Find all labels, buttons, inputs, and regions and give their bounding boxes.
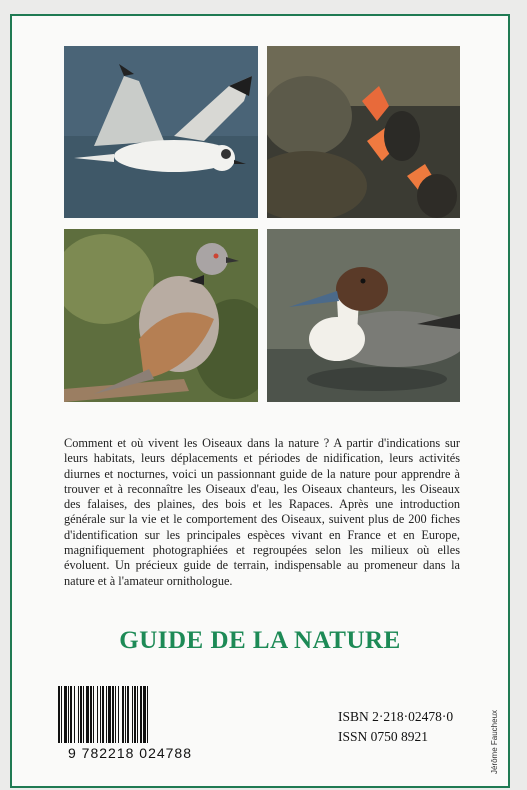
description-paragraph: Comment et où vivent les Oiseaux dans la nature ? A partir d'indications sur leurs habitats, leurs déplacements et périodes de nidification, leurs activités diurnes et nocturnes, voici un passionnant guide de la nature pour apprendre à trouver et à reconnaître les Oiseaux d'eau, les Oiseaux chanteurs, les Oiseaux des falaises, des plaines, des bois et les Rapaces. Après une introduction générale sur la vie et le comportement des Oiseaux, suivent plus de 200 fiches d'identification sur les principales espèces vivant en France et en Europe, magnifiquement photographiées et regroupées selon les milieux où elles évoluent. Un précieux guide de terrain, indispensable au promeneur dans la nature et à l'amateur ornithologue.	[64, 436, 460, 588]
book-back-cover	[10, 14, 510, 788]
photo-chicks-in-nest	[267, 46, 460, 218]
issn-number: ISSN 0750 8921	[338, 729, 429, 744]
barcode	[46, 686, 214, 762]
photo-turtle-dove	[64, 229, 258, 402]
photo-gull-in-flight	[64, 46, 258, 218]
isbn-number: ISBN 2·218·02478·0	[338, 709, 454, 724]
photo-credit: Jérôme Faucheux	[490, 709, 499, 774]
photo-pintail-duck	[267, 229, 460, 402]
barcode-number: 9 782218 024788	[46, 743, 214, 763]
series-title: GUIDE DE LA NATURE	[119, 627, 401, 654]
